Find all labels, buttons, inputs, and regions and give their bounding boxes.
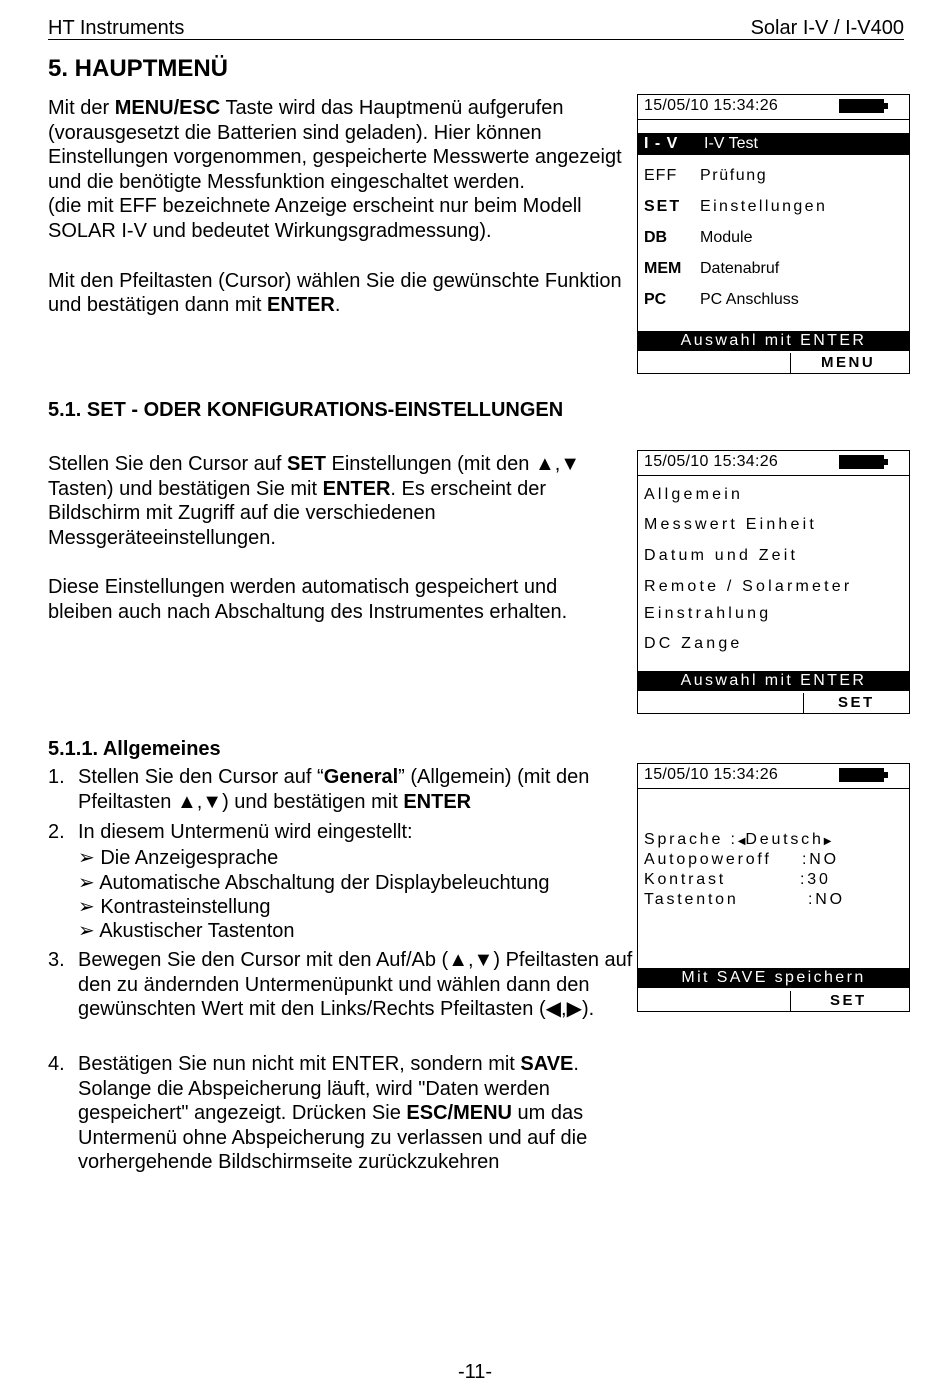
footer-divider bbox=[790, 991, 791, 1011]
list-text bbox=[78, 765, 678, 814]
section-5-title: 5. HAUPTMENÜ bbox=[48, 55, 229, 82]
setting-kontrast[interactable] bbox=[644, 871, 831, 889]
bullet-item: ➢ Akustischer Tastenton bbox=[78, 920, 295, 942]
setting-label: Autopoweroff bbox=[644, 851, 772, 868]
list-number: 4. bbox=[48, 1053, 65, 1075]
bullet-item: ➢ Die Anzeigesprache bbox=[78, 847, 279, 869]
bullet-item: ➢ Automatische Abschaltung der Displaybeleuchtung bbox=[78, 872, 550, 894]
text-run: um das Untermenü ohne Abspeicherung zu verlassen und auf die vorhergehende Bildschirmseite zurückzukehren bbox=[78, 1102, 588, 1174]
bold-term: MENU/ESC bbox=[114, 97, 221, 119]
section-5-1-text bbox=[48, 452, 623, 625]
section-5-1-p2: Diese Einstellungen werden automatisch gespeichert und bleiben auch nach Abschaltung des Instrumentes erhalten. bbox=[48, 576, 568, 623]
set-item-dc-zange[interactable]: DC Zange bbox=[644, 635, 743, 652]
list-text bbox=[78, 1052, 638, 1175]
menu-item-db[interactable] bbox=[644, 229, 752, 247]
menu-item-pc[interactable] bbox=[644, 291, 799, 309]
bullet-arrow-icon: ➢ bbox=[78, 920, 100, 942]
menu-item-mem[interactable] bbox=[644, 260, 779, 278]
lcd-datetime: 15/05/10 15:34:26 bbox=[644, 453, 779, 470]
setting-sprache[interactable] bbox=[644, 831, 831, 849]
lcd-footer bbox=[638, 693, 909, 713]
lcd-footer bbox=[638, 991, 909, 1011]
section-5-p3 bbox=[48, 269, 623, 318]
bullet-arrow-icon: ➢ bbox=[78, 896, 101, 918]
text-run: In diesem Untermenü wird eingestellt: bbox=[78, 821, 413, 843]
section-5-text bbox=[48, 96, 623, 318]
battery-icon bbox=[839, 768, 884, 782]
bold-term: General bbox=[323, 766, 399, 788]
setting-value: :NO bbox=[808, 891, 845, 908]
set-item-messwert-einheit[interactable]: Messwert Einheit bbox=[644, 516, 818, 533]
text-run: . Es erscheint der Bildschirm mit Zugriff auf die verschiedenen Messgeräteeinstellungen. bbox=[48, 477, 547, 549]
set-item-einstrahlung[interactable]: Einstrahlung bbox=[644, 605, 772, 622]
header-rule bbox=[48, 39, 904, 40]
menu-item-key: EFF bbox=[644, 167, 678, 184]
setting-value: :30 bbox=[800, 871, 831, 888]
softkey-menu[interactable]: MENU bbox=[821, 354, 876, 371]
bullet-arrow-icon: ➢ bbox=[78, 872, 100, 894]
lcd-datetime: 15/05/10 15:34:26 bbox=[644, 97, 779, 114]
text-run: Mit den Pfeiltasten (Cursor) wählen Sie die gewünschte Funktion und bestätigen dann mit bbox=[48, 269, 622, 317]
lcd-set-menu bbox=[637, 450, 910, 714]
lcd-general-settings bbox=[637, 763, 910, 1012]
list-number: 2. bbox=[48, 821, 65, 843]
header-left: HT Instruments bbox=[48, 17, 185, 39]
bold-term: ENTER bbox=[403, 790, 472, 813]
bold-term: ENTER bbox=[267, 294, 335, 317]
battery-icon bbox=[839, 99, 884, 113]
bullet-arrow-icon: ➢ bbox=[78, 847, 101, 869]
menu-item-key: PC bbox=[644, 291, 667, 308]
menu-item-label: Datenabruf bbox=[700, 260, 780, 277]
list-number: 3. bbox=[48, 949, 65, 971]
lcd-footer bbox=[638, 353, 909, 373]
setting-value: Deutsch bbox=[745, 831, 824, 848]
lcd-status-bar bbox=[638, 451, 909, 476]
menu-item-eff[interactable] bbox=[644, 167, 767, 185]
setting-value: :NO bbox=[802, 851, 839, 868]
menu-item-label: I-V Test bbox=[704, 135, 758, 152]
arrow-right-icon[interactable]: ▶ bbox=[823, 836, 832, 847]
text-run: ” (Allgemein) (mit den Pfeiltasten ▲,▼) und bestätigen mit bbox=[78, 766, 590, 813]
menu-item-label: Prüfung bbox=[700, 167, 768, 184]
text-run: Mit der bbox=[48, 97, 115, 119]
text-run: . bbox=[334, 294, 341, 317]
text-run: Taste wird das Hauptmenü aufgerufen (vorausgesetzt die Batterien sind geladen). Hier können Einstellungen vorgenommen, gespeicherte Messwerte angezeigt und die benötigte Messfunktion eingeschaltet werden. bbox=[48, 97, 622, 193]
header-right: Solar I-V / I-V400 bbox=[750, 17, 904, 39]
text-run: Einstellungen (mit den ▲,▼ Tasten) und bestätigen Sie mit bbox=[48, 453, 581, 500]
section-5-p1 bbox=[48, 96, 623, 194]
menu-item-set[interactable] bbox=[644, 198, 827, 216]
lcd-hint-bar: Auswahl mit ENTER bbox=[638, 331, 909, 351]
set-item-allgemein[interactable]: Allgemein bbox=[644, 486, 744, 503]
menu-item-key: DB bbox=[644, 229, 668, 246]
setting-autopoweroff[interactable] bbox=[644, 851, 839, 869]
section-5-p2: (die mit EFF bezeichnete Anzeige erscheint nur beim Modell SOLAR I-V und bedeutet Wirkungsgradmessung). bbox=[48, 195, 582, 242]
text-run: Stellen Sie den Cursor auf bbox=[48, 453, 288, 475]
list-text bbox=[78, 820, 678, 845]
set-item-datum-zeit[interactable]: Datum und Zeit bbox=[644, 547, 799, 564]
menu-item-key: SET bbox=[644, 198, 682, 215]
footer-divider bbox=[803, 693, 804, 713]
text-run: . Solange die Abspeicherung läuft, wird "Daten werden gespeichert" angezeigt. Drücken Sie bbox=[78, 1053, 579, 1125]
lcd-status-bar bbox=[638, 95, 909, 120]
text-run: Stellen Sie den Cursor auf “ bbox=[78, 766, 324, 788]
lcd-status-bar bbox=[638, 764, 909, 789]
lcd-hint-bar: Auswahl mit ENTER bbox=[638, 671, 909, 691]
lcd-main-menu bbox=[637, 94, 910, 374]
bold-term: ESC/MENU bbox=[406, 1102, 512, 1125]
lcd-hint-bar: Mit SAVE speichern bbox=[638, 968, 909, 988]
bold-term: SAVE bbox=[520, 1053, 574, 1075]
lcd-datetime: 15/05/10 15:34:26 bbox=[644, 766, 779, 783]
section-5-1-title: 5.1. SET - ODER KONFIGURATIONS-EINSTELLUNGEN bbox=[48, 399, 564, 421]
list-number: 1. bbox=[48, 766, 65, 788]
menu-item-label: Einstellungen bbox=[700, 198, 828, 215]
setting-label: Kontrast bbox=[644, 871, 726, 888]
setting-label: Tastenton bbox=[644, 891, 739, 908]
setting-label: Sprache : bbox=[644, 831, 738, 848]
text-run: Bewegen Sie den Cursor mit den Auf/Ab (▲,▼) Pfeiltasten auf den zu ändernden Untermenüpunkt und wählen dann den gewünschten Wert mit den Links/Rechts Pfeiltasten (◀,▶). bbox=[78, 949, 633, 1021]
battery-icon bbox=[839, 455, 884, 469]
setting-tastenton[interactable] bbox=[644, 891, 845, 909]
list-text bbox=[78, 948, 638, 1022]
footer-divider bbox=[790, 353, 791, 373]
bold-term: SET bbox=[287, 453, 326, 475]
bullet-item: ➢ Kontrasteinstellung bbox=[78, 896, 271, 918]
text-run: Bestätigen Sie nun nicht mit ENTER, sondern mit bbox=[78, 1053, 521, 1075]
set-item-remote-solarmeter[interactable]: Remote / Solarmeter bbox=[644, 578, 853, 595]
softkey-set[interactable]: SET bbox=[830, 992, 867, 1009]
menu-item-selected[interactable] bbox=[638, 133, 909, 155]
menu-item-label: PC Anschluss bbox=[700, 291, 799, 308]
section-5-1-p1 bbox=[48, 452, 623, 550]
page-number: -11- bbox=[457, 1361, 493, 1383]
arrow-left-icon[interactable]: ◀ bbox=[737, 836, 746, 847]
bold-term: ENTER bbox=[322, 477, 391, 500]
softkey-set[interactable]: SET bbox=[838, 694, 875, 711]
section-5-1-1-title: 5.1.1. Allgemeines bbox=[48, 738, 221, 760]
menu-item-key: I - V bbox=[644, 135, 679, 152]
menu-item-key: MEM bbox=[644, 260, 682, 277]
menu-item-label: Module bbox=[700, 229, 753, 246]
